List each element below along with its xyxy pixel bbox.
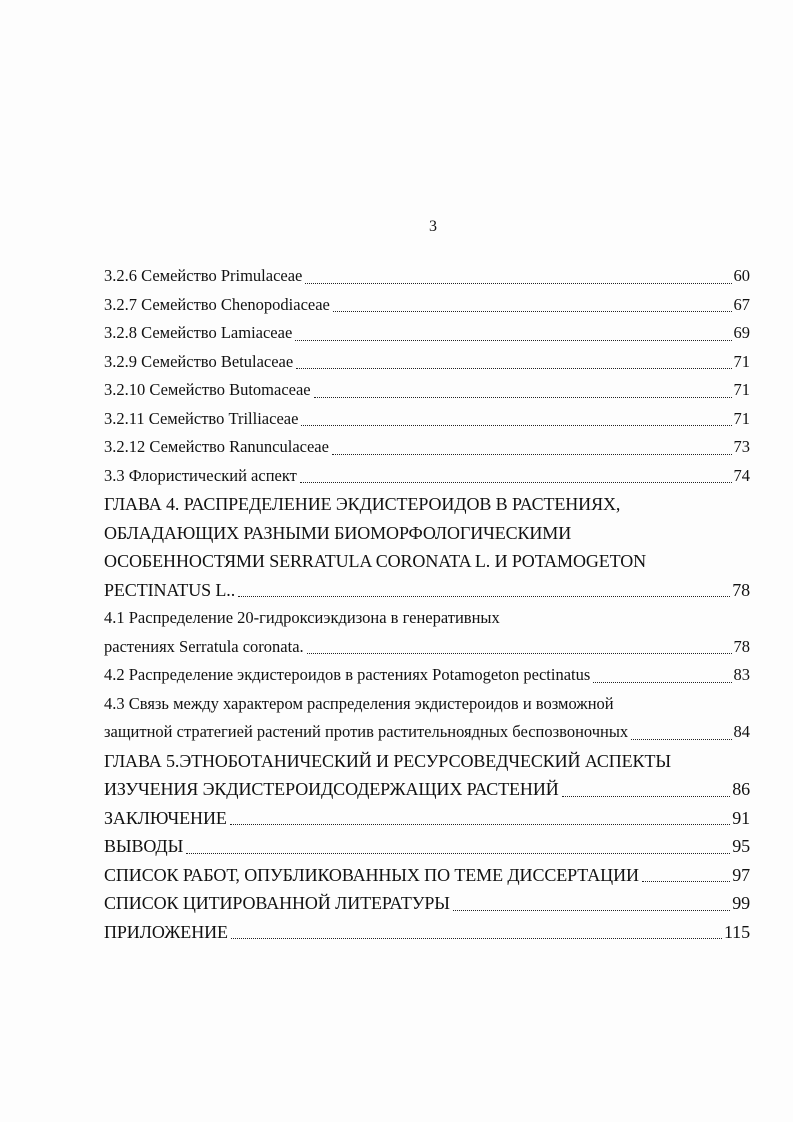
dot-leader [230, 824, 730, 825]
toc-entry-title: 4.3 Связь между характером распределения экдистероидов и возможной [104, 693, 614, 713]
toc-entry-page: 95 [732, 836, 750, 856]
toc-entry-title: ГЛАВА 4. РАСПРЕДЕЛЕНИЕ ЭКДИСТЕРОИДОВ В РАСТЕНИЯХ, [104, 494, 621, 514]
toc-entry-title: ИЗУЧЕНИЯ ЭКДИСТЕРОИДСОДЕРЖАЩИХ РАСТЕНИЙ [104, 779, 559, 799]
toc-entry-title: 3.2.7 Семейство Chenopodiaceae [104, 294, 330, 314]
toc-entry [104, 889, 750, 918]
toc-entry [104, 348, 750, 377]
dot-leader [301, 425, 731, 426]
toc-entry [104, 690, 750, 719]
toc-entry-page: 86 [732, 779, 750, 799]
toc-entry-title: 4.2 Распределение экдистероидов в растениях Potamogeton pectinatus [104, 665, 591, 684]
dot-leader [333, 311, 732, 312]
toc-entry-title: 3.2.9 Семейство Betulaceae [104, 351, 294, 371]
toc-entry [104, 918, 750, 947]
dot-leader [562, 796, 731, 797]
toc-entry-title: ЗАКЛЮЧЕНИЕ [104, 807, 227, 828]
toc-entry-page: 83 [733, 665, 750, 684]
toc-entry-title: PECTINATUS L.. [104, 579, 236, 600]
toc-entry-title: 3.2.8 Семейство Lamiaceae [104, 323, 293, 342]
toc-entry [104, 804, 750, 833]
toc-entry-title: ГЛАВА 5.ЭТНОБОТАНИЧЕСКИЙ И РЕСУРСОВЕДЧЕСКИЙ АСПЕКТЫ [104, 750, 671, 771]
toc-entry-title: растениях Serratula coronata. [104, 636, 304, 656]
toc-entry-page: 97 [732, 864, 750, 885]
dot-leader [307, 653, 732, 654]
toc-entry [104, 490, 750, 519]
toc-entry-page: 71 [733, 380, 750, 399]
dot-leader [314, 397, 732, 398]
toc-entry [104, 462, 750, 491]
dot-leader [231, 938, 722, 939]
toc-entry-page: 74 [733, 465, 750, 485]
toc-entry-page: 99 [732, 893, 750, 913]
toc-entry [104, 376, 750, 405]
toc-entry [104, 775, 750, 804]
toc-entry [104, 747, 750, 776]
dot-leader [296, 368, 731, 369]
toc-entry [104, 718, 750, 747]
toc-entry-title: 3.3 Флористический аспект [104, 465, 297, 485]
toc-entry-title: 4.1 Распределение 20-гидроксиэкдизона в генеративных [104, 608, 500, 627]
toc-entry [104, 604, 750, 633]
toc-entry-page: 69 [733, 323, 750, 342]
toc-entry-title: ВЫВОДЫ [104, 836, 184, 856]
dot-leader [453, 910, 730, 911]
toc-entry-page: 78 [732, 579, 750, 600]
toc-entry-title: 3.2.10 Семейство Butomaceae [104, 380, 311, 399]
toc-entry-page: 78 [733, 636, 750, 656]
toc-entry-title: СПИСОК ЦИТИРОВАННОЙ ЛИТЕРАТУРЫ [104, 893, 450, 913]
dot-leader [631, 739, 731, 740]
toc-entry [104, 576, 750, 605]
dot-leader [593, 682, 731, 683]
toc-entry [104, 633, 750, 662]
toc-entry-title: ОБЛАДАЮЩИХ РАЗНЫМИ БИОМОРФОЛОГИЧЕСКИМИ [104, 522, 572, 543]
toc-entry-title: ПРИЛОЖЕНИЕ [104, 921, 228, 942]
toc-entry [104, 433, 750, 462]
toc-entry-title: ОСОБЕННОСТЯМИ SERRATULA CORONATA L. И POTAMOGETON [104, 551, 647, 571]
toc-entry-title: 3.2.12 Семейство Ranunculaceae [104, 437, 329, 456]
dot-leader [300, 482, 732, 483]
dot-leader [238, 596, 730, 597]
toc-entry [104, 661, 750, 690]
dot-leader [186, 853, 730, 854]
toc-entry-page: 60 [733, 266, 750, 285]
toc-entry-page: 67 [733, 294, 750, 314]
toc-entry-title: 3.2.6 Семейство Primulaceae [104, 266, 303, 285]
toc-entry [104, 319, 750, 348]
toc-entry [104, 861, 750, 890]
dot-leader [305, 283, 731, 284]
toc-entry [104, 832, 750, 861]
dot-leader [295, 340, 731, 341]
toc-entry [104, 547, 750, 576]
toc-entry-page: 91 [732, 807, 750, 828]
dot-leader [642, 881, 730, 882]
table-of-contents [104, 262, 750, 946]
toc-entry [104, 519, 750, 548]
page-number: 3 [429, 218, 437, 235]
toc-entry-title: СПИСОК РАБОТ, ОПУБЛИКОВАННЫХ ПО ТЕМЕ ДИССЕРТАЦИИ [104, 864, 639, 885]
toc-entry [104, 405, 750, 434]
dot-leader [332, 454, 732, 455]
toc-entry-title: защитной стратегией растений против растительноядных беспозвоночных [104, 722, 629, 741]
toc-entry [104, 262, 750, 291]
toc-entry-page: 84 [733, 722, 750, 741]
toc-entry-title: 3.2.11 Семейство Trilliaceae [104, 408, 299, 428]
toc-entry-page: 71 [733, 351, 750, 371]
toc-entry-page: 73 [733, 437, 750, 456]
toc-entry-page: 71 [733, 408, 750, 428]
toc-entry-page: 115 [723, 921, 750, 942]
toc-entry [104, 291, 750, 320]
